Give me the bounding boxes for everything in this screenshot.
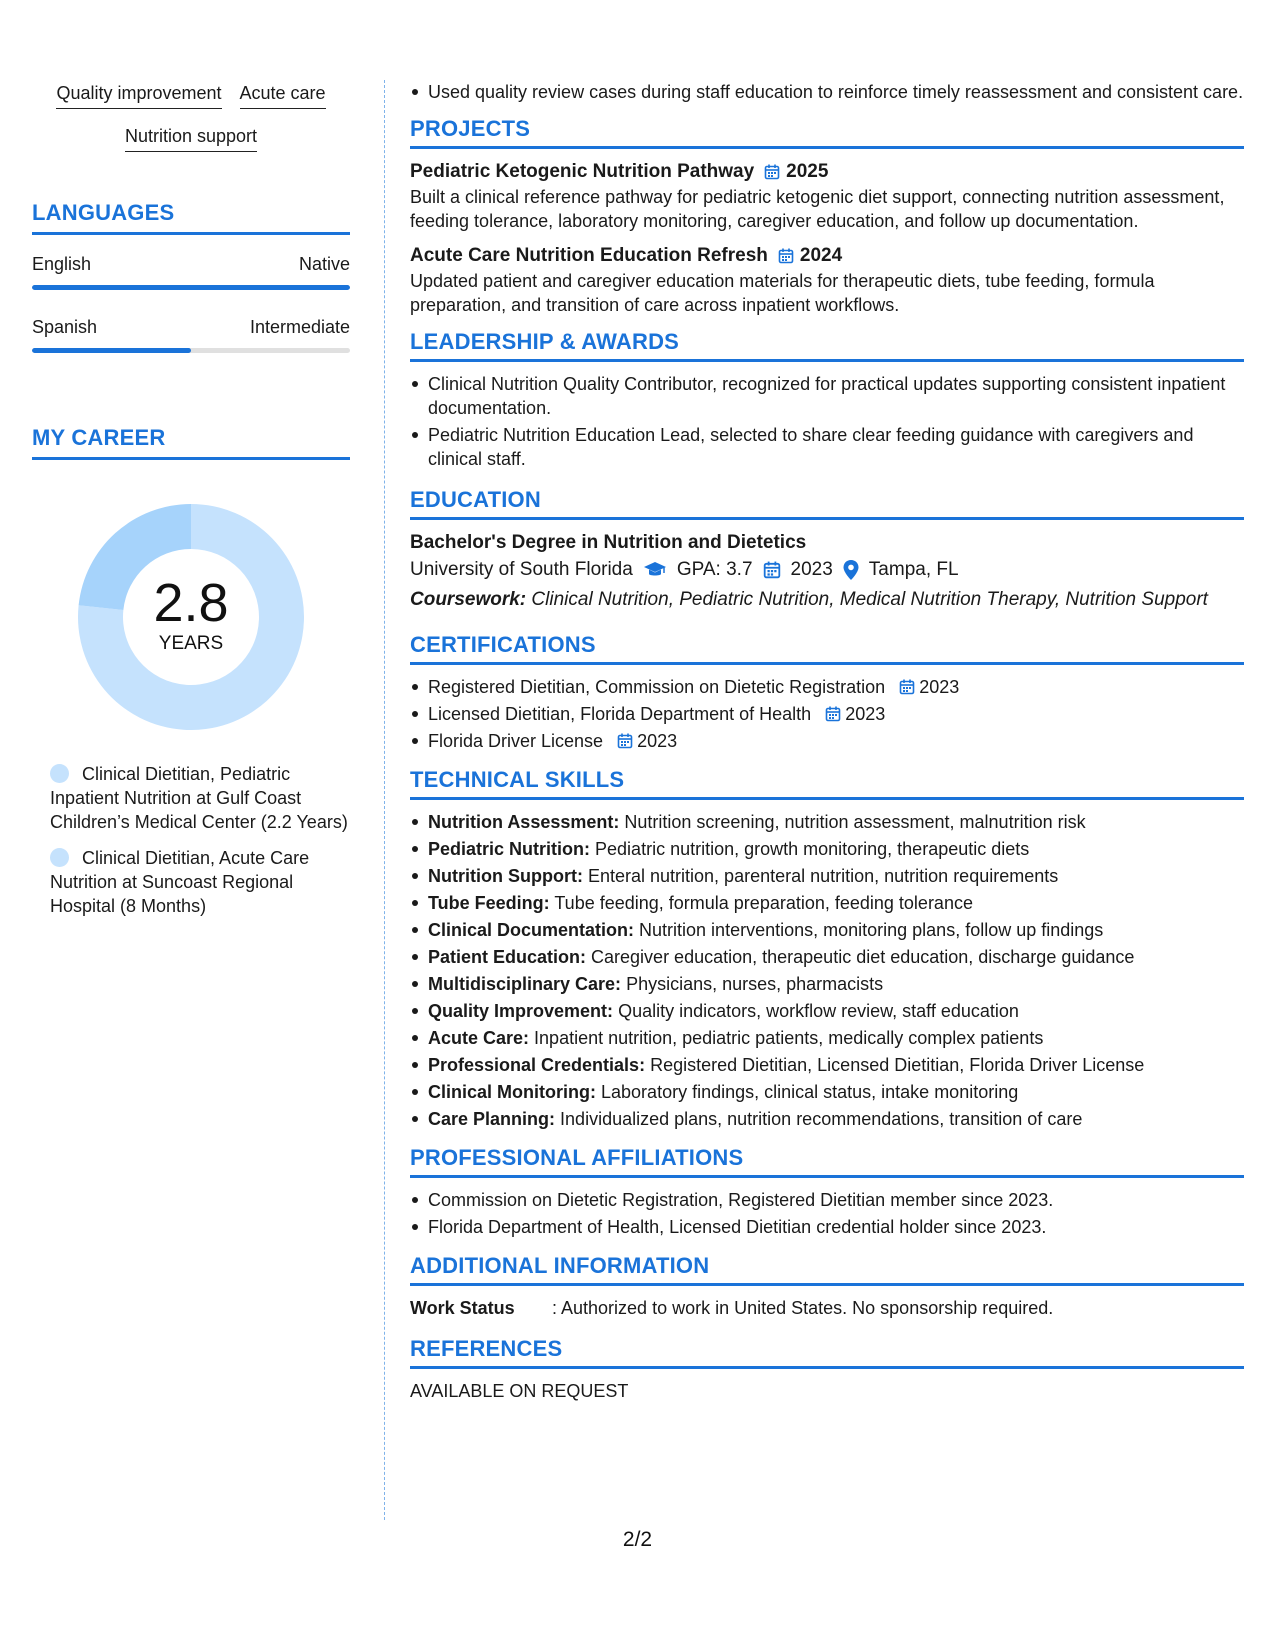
projects-title: PROJECTS xyxy=(410,116,1244,149)
skill-item xyxy=(410,837,1244,861)
career-legend-item xyxy=(50,762,350,834)
skill-label: Clinical Documentation: xyxy=(428,920,635,940)
references-section xyxy=(410,1336,1244,1403)
skills-list xyxy=(410,810,1244,1131)
career-unit: YEARS xyxy=(158,633,224,654)
skill-text: Laboratory findings, clinical status, intake monitoring xyxy=(601,1082,1019,1102)
certification-item xyxy=(410,702,1244,726)
skill-text: Nutrition screening, nutrition assessment, malnutrition risk xyxy=(624,812,1086,832)
project-year: 2024 xyxy=(799,245,843,266)
career-legend-text: Clinical Dietitian, Pediatric Inpatient Nutrition at Gulf Coast Children’s Medical Center (2.2 Years) xyxy=(50,764,348,832)
project-description: Built a clinical reference pathway for pediatric ketogenic diet support, connecting nutrition assessment, feeding tolerance, laboratory monitoring, caregiver education, and follow up documentation. xyxy=(410,187,1225,231)
language-name: Spanish xyxy=(32,317,98,337)
education-section xyxy=(410,487,1244,612)
skill-label: Care Planning: xyxy=(428,1109,556,1129)
skill-text: Registered Dietitian, Licensed Dietitian, Florida Driver License xyxy=(650,1055,1145,1075)
skill-label: Acute Care: xyxy=(428,1028,530,1048)
certifications-title: CERTIFICATIONS xyxy=(410,632,1244,665)
career-donut-chart xyxy=(78,504,304,730)
education-gpa: GPA: 3.7 xyxy=(676,559,753,580)
skill-label: Pediatric Nutrition: xyxy=(428,839,591,859)
leadership-title: LEADERSHIP & AWARDS xyxy=(410,329,1244,362)
skill-label: Clinical Monitoring: xyxy=(428,1082,596,1102)
career-section xyxy=(32,425,350,918)
language-bar xyxy=(32,348,350,353)
skill-item xyxy=(410,1026,1244,1050)
affiliation-item: Florida Department of Health, Licensed Dietitian credential holder since 2023. xyxy=(410,1215,1244,1239)
career-total: 2.8 xyxy=(153,573,229,633)
skill-item xyxy=(410,972,1244,996)
skill-item xyxy=(410,891,1244,915)
skill-item xyxy=(410,1080,1244,1104)
education-details xyxy=(410,556,1244,584)
language-item xyxy=(32,253,350,290)
skill-item xyxy=(410,1053,1244,1077)
skill-label: Professional Credentials: xyxy=(428,1055,646,1075)
project-description: Updated patient and caregiver education materials for therapeutic diets, tube feeding, formula preparation, and transition of care across inpatient workflows. xyxy=(410,271,1155,315)
language-level: Native xyxy=(298,254,350,274)
career-title: MY CAREER xyxy=(32,425,350,460)
affiliations-title: PROFESSIONAL AFFILIATIONS xyxy=(410,1145,1244,1178)
education-coursework xyxy=(410,588,1244,612)
education-degree: Bachelor's Degree in Nutrition and Dietetics xyxy=(410,532,807,553)
skill-text: Inpatient nutrition, pediatric patients, medically complex patients xyxy=(534,1028,1044,1048)
skills-section xyxy=(410,767,1244,1131)
skill-text: Physicians, nurses, pharmacists xyxy=(626,974,884,994)
certification-name: Florida Driver License xyxy=(428,731,604,751)
career-legend-text: Clinical Dietitian, Acute Care Nutrition at Suncoast Regional Hospital (8 Months) xyxy=(50,848,310,916)
career-legend xyxy=(32,762,350,918)
skill-item xyxy=(410,864,1244,888)
legend-dot xyxy=(50,764,69,783)
calendar-icon xyxy=(825,706,841,722)
certification-name: Registered Dietitian, Commission on Dietetic Registration xyxy=(428,677,886,697)
calendar-icon xyxy=(764,164,780,180)
leadership-item: Clinical Nutrition Quality Contributor, recognized for practical updates supporting consistent inpatient documentation. xyxy=(410,372,1244,420)
skill-text: Nutrition interventions, monitoring plans, follow up findings xyxy=(639,920,1104,940)
leadership-section xyxy=(410,329,1244,471)
languages-title: LANGUAGES xyxy=(32,200,350,235)
skill-tag: Quality improvement xyxy=(56,80,221,109)
project-heading xyxy=(410,159,1244,185)
skill-label: Tube Feeding: xyxy=(428,893,550,913)
career-legend-item xyxy=(50,846,350,918)
calendar-icon xyxy=(617,733,633,749)
certification-year: 2023 xyxy=(845,704,886,724)
experience-bullets xyxy=(410,80,1244,104)
projects-section xyxy=(410,116,1244,317)
skill-label: Quality Improvement: xyxy=(428,1001,614,1021)
language-bar xyxy=(32,285,350,290)
project-heading xyxy=(410,243,1244,269)
language-name: English xyxy=(32,254,92,274)
project-year: 2025 xyxy=(786,161,829,182)
skill-text: Enteral nutrition, parenteral nutrition, nutrition requirements xyxy=(587,866,1059,886)
page-number: 2/2 xyxy=(622,1528,653,1551)
main-content xyxy=(410,80,1244,1403)
skill-text: Individualized plans, nutrition recommendations, transition of care xyxy=(560,1109,1083,1129)
location-pin-icon xyxy=(843,560,859,580)
skill-item xyxy=(410,945,1244,969)
certification-year: 2023 xyxy=(637,731,678,751)
experience-bullet: Used quality review cases during staff education to reinforce timely reassessment and consistent care. xyxy=(410,80,1244,104)
skill-text: Tube feeding, formula preparation, feeding tolerance xyxy=(554,893,973,913)
language-bar-fill xyxy=(32,348,191,353)
language-level: Intermediate xyxy=(249,317,350,337)
calendar-icon xyxy=(763,561,781,579)
project-name: Acute Care Nutrition Education Refresh xyxy=(410,245,768,266)
legend-dot xyxy=(50,848,69,867)
work-status-label: Work Status xyxy=(410,1298,515,1318)
education-title: EDUCATION xyxy=(410,487,1244,520)
skill-label: Nutrition Support: xyxy=(428,866,583,886)
additional-info-title: ADDITIONAL INFORMATION xyxy=(410,1253,1244,1286)
skill-label: Nutrition Assessment: xyxy=(428,812,620,832)
references-text: AVAILABLE ON REQUEST xyxy=(410,1381,629,1401)
references-title: REFERENCES xyxy=(410,1336,1244,1369)
language-bar-fill xyxy=(32,285,350,290)
certification-name: Licensed Dietitian, Florida Department of Health xyxy=(428,704,812,724)
certification-item xyxy=(410,729,1244,753)
skill-text: Pediatric nutrition, growth monitoring, therapeutic diets xyxy=(595,839,1030,859)
project-name: Pediatric Ketogenic Nutrition Pathway xyxy=(410,161,755,182)
column-divider xyxy=(384,80,385,1520)
skill-tags xyxy=(32,80,350,152)
coursework-label: Coursework: xyxy=(410,589,527,610)
education-year: 2023 xyxy=(790,559,833,580)
skill-text: Quality indicators, workflow review, staff education xyxy=(618,1001,1019,1021)
additional-info-section xyxy=(410,1253,1244,1320)
skill-item xyxy=(410,810,1244,834)
graduation-cap-icon xyxy=(643,561,667,579)
calendar-icon xyxy=(899,679,915,695)
leadership-item: Pediatric Nutrition Education Lead, selected to share clear feeding guidance with caregivers and clinical staff. xyxy=(410,423,1244,471)
sidebar xyxy=(32,80,350,930)
skill-item xyxy=(410,999,1244,1023)
certification-item xyxy=(410,675,1244,699)
skill-tag: Nutrition support xyxy=(125,123,257,152)
education-school: University of South Florida xyxy=(410,559,633,580)
affiliations-section xyxy=(410,1145,1244,1239)
work-status-value: : Authorized to work in United States. No sponsorship required. xyxy=(552,1298,1054,1318)
affiliation-item: Commission on Dietetic Registration, Registered Dietitian member since 2023. xyxy=(410,1188,1244,1212)
language-item xyxy=(32,316,350,353)
calendar-icon xyxy=(778,248,794,264)
skills-title: TECHNICAL SKILLS xyxy=(410,767,1244,800)
skill-item xyxy=(410,1107,1244,1131)
skill-label: Patient Education: xyxy=(428,947,587,967)
coursework-text: Clinical Nutrition, Pediatric Nutrition, Medical Nutrition Therapy, Nutrition Support xyxy=(531,589,1208,610)
skill-text: Caregiver education, therapeutic diet education, discharge guidance xyxy=(591,947,1135,967)
skill-item xyxy=(410,918,1244,942)
certification-year: 2023 xyxy=(919,677,960,697)
languages-section xyxy=(32,200,350,353)
work-status-row xyxy=(410,1296,1244,1320)
education-location: Tampa, FL xyxy=(868,559,959,580)
skill-tag: Acute care xyxy=(240,80,326,109)
certifications-section xyxy=(410,632,1244,753)
skill-label: Multidisciplinary Care: xyxy=(428,974,622,994)
